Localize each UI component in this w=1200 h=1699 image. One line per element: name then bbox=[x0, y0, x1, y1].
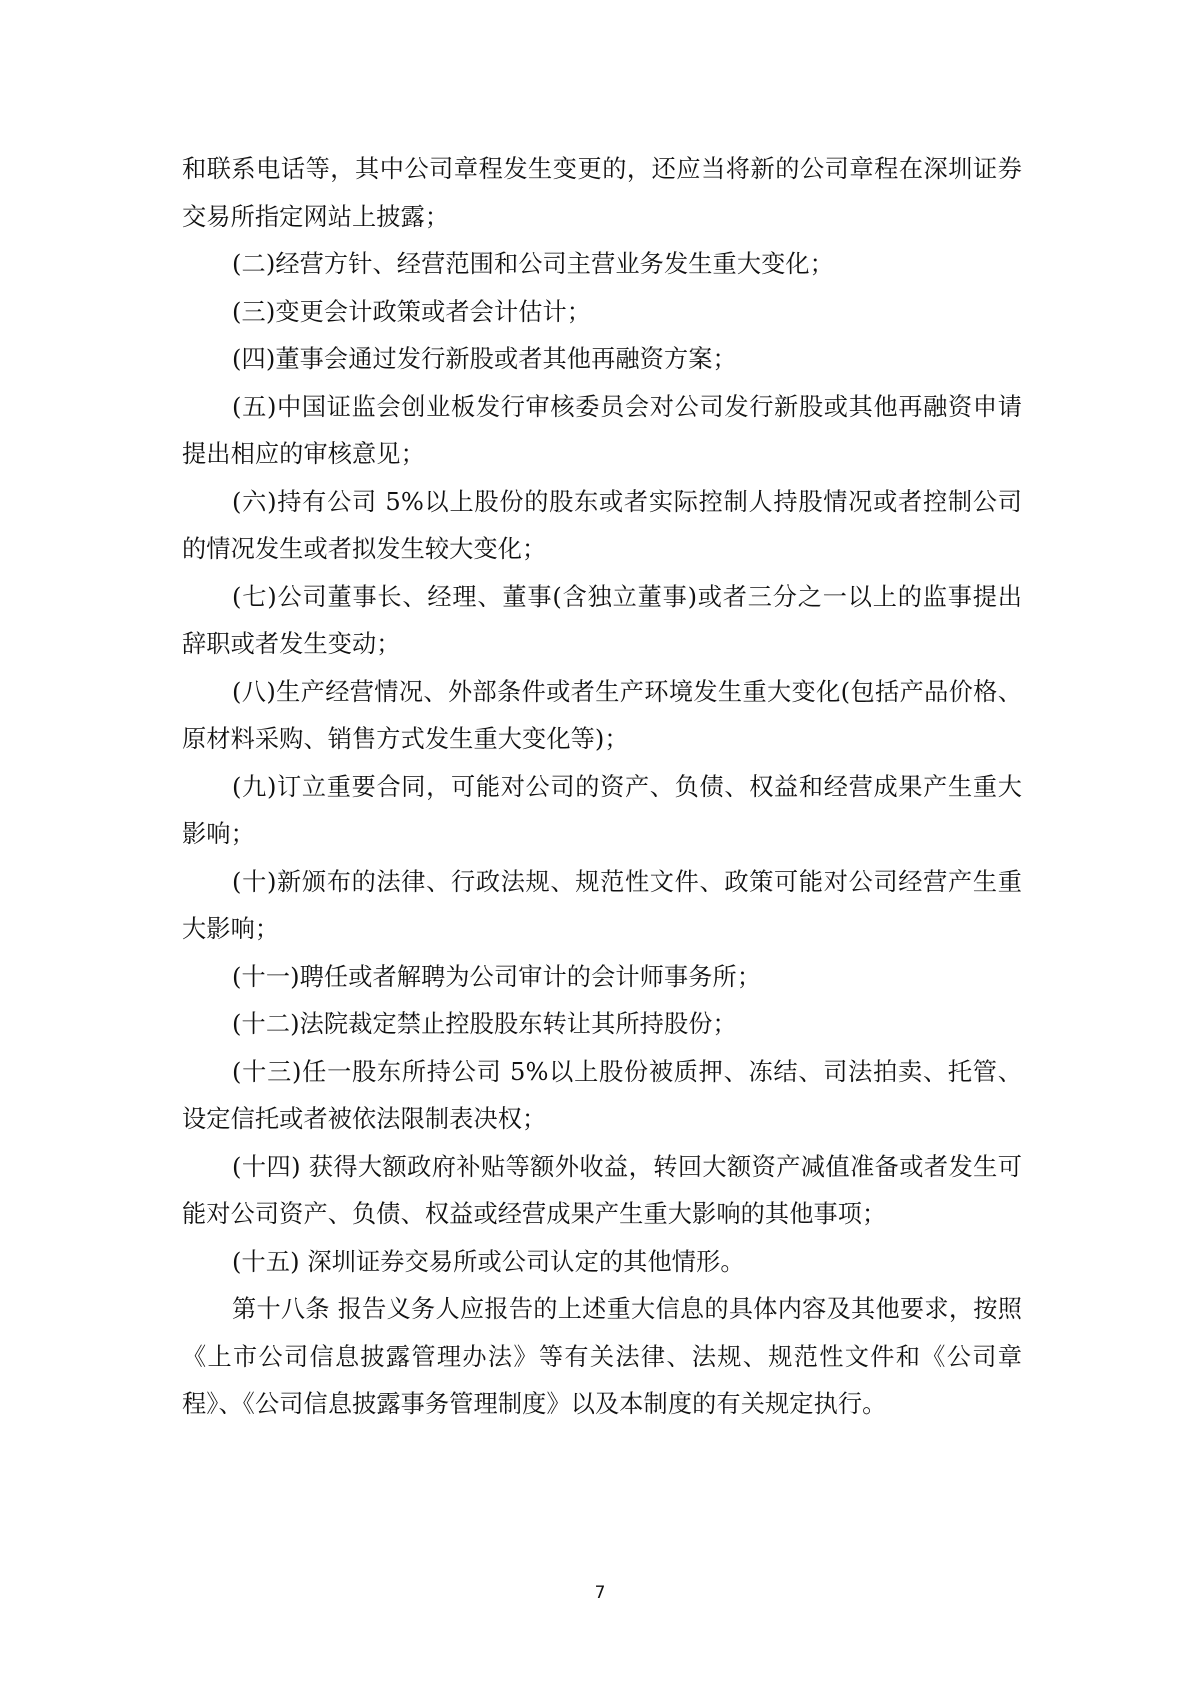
document-body bbox=[182, 146, 1022, 1429]
list-item-11: (十一)聘任或者解聘为公司审计的会计师事务所； bbox=[232, 962, 762, 991]
list-item-15: (十五) 深圳证券交易所或公司认定的其他情形。 bbox=[232, 1247, 745, 1276]
article-18: 第十八条 报告义务人应报告的上述重大信息的具体内容及其他要求，按照《上市公司信息披露管理办法》等有关法律、法规、规范性文件和《公司章程》、《公司信息披露事务管理制度》以及本制度的有关规定执行。 bbox=[182, 1295, 1022, 1418]
list-item-4: (四)董事会通过发行新股或者其他再融资方案； bbox=[232, 345, 737, 373]
list-item-8: (八)生产经营情况、外部条件或者生产环境发生重大变化(包括产品价格、原材料采购、销售方式发生重大变化等)； bbox=[182, 677, 1022, 753]
list-item-6: (六)持有公司 5%以上股份的股东或者实际控制人持股情况或者控制公司的情况发生或者拟发生较大变化； bbox=[182, 487, 1022, 563]
list-item-3: (三)变更会计政策或者会计估计； bbox=[232, 297, 592, 326]
list-item-14: (十四) 获得大额政府补贴等额外收益，转回大额资产减值准备或者发生可能对公司资产、负债、权益或经营成果产生重大影响的其他事项； bbox=[182, 1152, 1022, 1228]
list-item-9: (九)订立重要合同，可能对公司的资产、负债、权益和经营成果产生重大影响； bbox=[182, 772, 1022, 848]
list-item-2: (二)经营方针、经营范围和公司主营业务发生重大变化； bbox=[232, 250, 834, 278]
list-item-12: (十二)法院裁定禁止控股股东转让其所持股份； bbox=[232, 1010, 737, 1038]
list-item-7: (七)公司董事长、经理、董事(含独立董事)或者三分之一以上的监事提出辞职或者发生变动； bbox=[182, 582, 1022, 658]
page-number: 7 bbox=[594, 1583, 606, 1603]
list-item-13: (十三)任一股东所持公司 5%以上股份被质押、冻结、司法拍卖、托管、设定信托或者被依法限制表决权； bbox=[182, 1057, 1022, 1133]
list-item-10: (十)新颁布的法律、行政法规、规范性文件、政策可能对公司经营产生重大影响； bbox=[182, 867, 1022, 943]
list-item-5: (五)中国证监会创业板发行审核委员会对公司发行新股或其他再融资申请提出相应的审核意见； bbox=[182, 392, 1022, 468]
paragraph-continuation: 和联系电话等，其中公司章程发生变更的，还应当将新的公司章程在深圳证券交易所指定网站上披露； bbox=[182, 155, 1022, 231]
